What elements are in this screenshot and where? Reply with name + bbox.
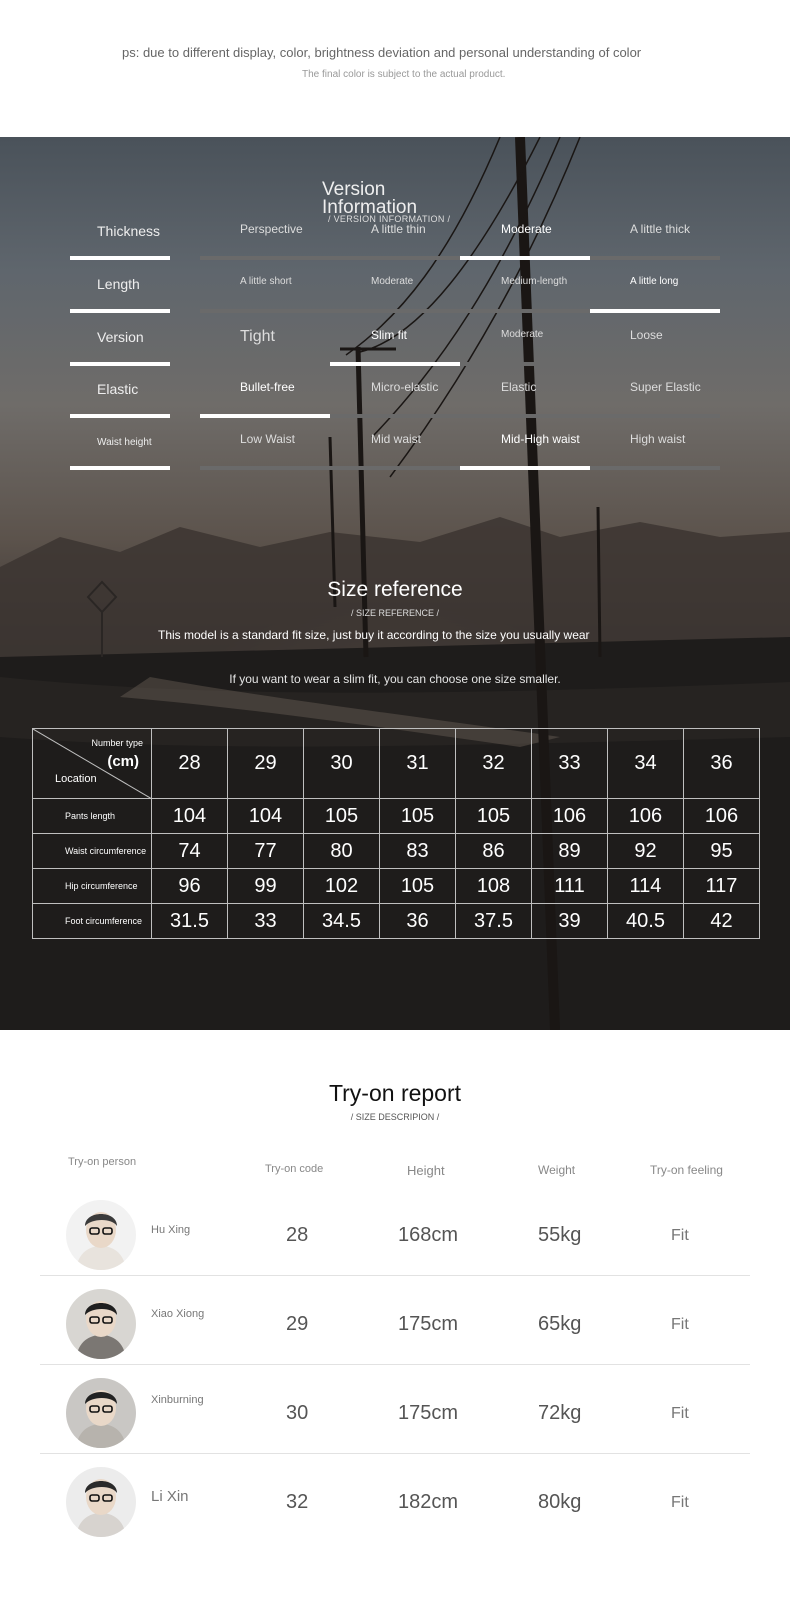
attr-option: Micro-elastic <box>371 380 439 394</box>
attr-option: Tight <box>240 328 275 345</box>
attr-option: Perspective <box>240 222 303 236</box>
size-value-cell: 105 <box>380 869 456 904</box>
tester-weight: 80kg <box>538 1491 582 1513</box>
avatar-photo <box>66 1378 136 1448</box>
attr-selected-indicator <box>200 414 330 418</box>
size-row-label: Waist circumference <box>33 834 152 869</box>
avatar-photo <box>66 1467 136 1537</box>
try-on-report <box>0 1030 790 1621</box>
size-value-cell: 104 <box>228 799 304 834</box>
tester-weight: 72kg <box>538 1402 582 1424</box>
tester-row <box>40 1187 750 1276</box>
attr-label-underline <box>70 414 170 418</box>
corner-unit: (cm) <box>107 753 139 770</box>
corner-location: Location <box>55 773 97 785</box>
attr-selected-indicator <box>590 309 720 313</box>
attr-option: A little thin <box>371 222 426 236</box>
attr-option: A little short <box>240 276 292 287</box>
size-value-cell: 105 <box>304 799 380 834</box>
size-table-row <box>33 799 760 834</box>
tester-row <box>40 1454 750 1543</box>
size-value-cell: 99 <box>228 869 304 904</box>
tester-feeling: Fit <box>671 1227 689 1244</box>
size-value-cell: 111 <box>532 869 608 904</box>
attr-label: Waist height <box>97 437 152 448</box>
size-row-label: Foot circumference <box>33 904 152 939</box>
attr-selected-indicator <box>460 256 590 260</box>
size-reference-tip: If you want to wear a slim fit, you can choose one size smaller. <box>229 672 561 686</box>
size-value-cell: 42 <box>684 904 760 939</box>
tester-code: 30 <box>286 1402 309 1424</box>
report-title: Try-on report <box>328 1080 462 1106</box>
tester-feeling: Fit <box>671 1494 689 1511</box>
header-height: Height <box>407 1163 445 1178</box>
tester-name: Li Xin <box>151 1488 189 1505</box>
tester-height: 175cm <box>398 1402 459 1424</box>
size-header-cell: 28 <box>152 729 228 799</box>
attr-option: Mid-High waist <box>501 432 580 446</box>
size-value-cell: 95 <box>684 834 760 869</box>
attr-option: Low Waist <box>240 432 295 446</box>
size-value-cell: 96 <box>152 869 228 904</box>
size-table-corner <box>33 729 152 799</box>
size-value-cell: 108 <box>456 869 532 904</box>
size-header-cell: 29 <box>228 729 304 799</box>
size-header-cell: 32 <box>456 729 532 799</box>
size-value-cell: 106 <box>532 799 608 834</box>
version-title: Version Information <box>322 179 418 218</box>
size-table-header-row <box>33 729 760 799</box>
size-reference-subtitle: / SIZE REFERENCE / <box>350 608 439 618</box>
size-header-cell: 34 <box>608 729 684 799</box>
attr-option: A little thick <box>630 222 691 236</box>
tester-height: 168cm <box>398 1224 459 1246</box>
size-value-cell: 34.5 <box>304 904 380 939</box>
size-value-cell: 39 <box>532 904 608 939</box>
version-subtitle: / VERSION INFORMATION / <box>328 214 451 224</box>
attr-label-underline <box>70 466 170 470</box>
size-value-cell: 77 <box>228 834 304 869</box>
version-size-section <box>0 137 790 1030</box>
attr-option: Slim fit <box>371 328 407 342</box>
size-value-cell: 37.5 <box>456 904 532 939</box>
color-notice <box>0 0 790 137</box>
size-value-cell: 106 <box>684 799 760 834</box>
avatar <box>66 1378 136 1448</box>
tester-code: 28 <box>286 1224 309 1246</box>
size-table <box>32 728 760 939</box>
attr-option: High waist <box>630 432 686 446</box>
size-reference-title: Size reference <box>327 578 463 601</box>
attr-label-underline <box>70 309 170 313</box>
attr-label-underline <box>70 362 170 366</box>
size-header-cell: 30 <box>304 729 380 799</box>
tester-name: Xinburning <box>151 1394 204 1406</box>
size-value-cell: 106 <box>608 799 684 834</box>
size-row-label: Pants length <box>33 799 152 834</box>
attr-option: Moderate <box>371 276 414 287</box>
attr-selected-indicator <box>460 466 590 470</box>
size-header-cell: 33 <box>532 729 608 799</box>
size-value-cell: 105 <box>456 799 532 834</box>
tester-row <box>40 1276 750 1365</box>
tester-height: 182cm <box>398 1491 459 1513</box>
avatar <box>66 1467 136 1537</box>
attr-track <box>200 362 720 366</box>
tester-code: 32 <box>286 1491 309 1513</box>
tester-row <box>40 1365 750 1454</box>
attr-selected-indicator <box>330 362 460 366</box>
attr-label: Thickness <box>97 223 161 239</box>
attr-option: Loose <box>630 328 663 342</box>
size-reference-description: This model is a standard fit size, just buy it according to the size you usually wear <box>158 628 590 642</box>
attr-label-underline <box>70 256 170 260</box>
size-table-row <box>33 834 760 869</box>
size-header-cell: 36 <box>684 729 760 799</box>
attr-option: A little long <box>630 276 679 287</box>
attr-option: Mid waist <box>371 432 422 446</box>
size-header-cell: 31 <box>380 729 456 799</box>
header-code: Try-on code <box>265 1163 324 1175</box>
corner-number-type: Number type <box>91 738 143 748</box>
attr-option: Medium-length <box>501 276 568 287</box>
size-value-cell: 83 <box>380 834 456 869</box>
tester-feeling: Fit <box>671 1316 689 1333</box>
attr-option: Bullet-free <box>240 380 295 394</box>
avatar <box>66 1200 136 1270</box>
notice-line-1: ps: due to different display, color, brightness deviation and personal understanding of color <box>122 45 642 60</box>
size-value-cell: 104 <box>152 799 228 834</box>
tester-weight: 55kg <box>538 1224 582 1246</box>
attr-label: Elastic <box>97 381 139 397</box>
tester-name: Hu Xing <box>151 1224 191 1236</box>
size-value-cell: 86 <box>456 834 532 869</box>
avatar <box>66 1289 136 1359</box>
tester-name: Xiao Xiong <box>151 1308 205 1320</box>
tester-weight: 65kg <box>538 1313 582 1335</box>
size-table-row <box>33 869 760 904</box>
size-row-label: Hip circumference <box>33 869 152 904</box>
attr-label: Version <box>97 329 144 345</box>
tester-feeling: Fit <box>671 1405 689 1422</box>
size-table-row <box>33 904 760 939</box>
size-value-cell: 102 <box>304 869 380 904</box>
size-value-cell: 117 <box>684 869 760 904</box>
size-value-cell: 105 <box>380 799 456 834</box>
attr-label: Length <box>97 276 140 292</box>
attr-option: Moderate <box>501 222 552 236</box>
size-value-cell: 92 <box>608 834 684 869</box>
size-value-cell: 40.5 <box>608 904 684 939</box>
avatar-photo <box>66 1200 136 1270</box>
attr-option: Super Elastic <box>630 380 701 394</box>
size-value-cell: 36 <box>380 904 456 939</box>
size-value-cell: 33 <box>228 904 304 939</box>
tester-height: 175cm <box>398 1313 459 1335</box>
avatar-photo <box>66 1289 136 1359</box>
size-value-cell: 31.5 <box>152 904 228 939</box>
notice-line-2: The final color is subject to the actual product. <box>302 69 506 80</box>
attr-option: Elastic <box>501 380 537 394</box>
report-subtitle: / SIZE DESCRIPION / <box>350 1112 440 1122</box>
size-value-cell: 74 <box>152 834 228 869</box>
size-value-cell: 89 <box>532 834 608 869</box>
tester-code: 29 <box>286 1313 309 1335</box>
size-value-cell: 114 <box>608 869 684 904</box>
attr-option: Moderate <box>501 329 544 340</box>
header-feeling: Try-on feeling <box>650 1163 723 1177</box>
header-weight: Weight <box>538 1163 576 1177</box>
header-person: Try-on person <box>68 1156 137 1168</box>
size-value-cell: 80 <box>304 834 380 869</box>
